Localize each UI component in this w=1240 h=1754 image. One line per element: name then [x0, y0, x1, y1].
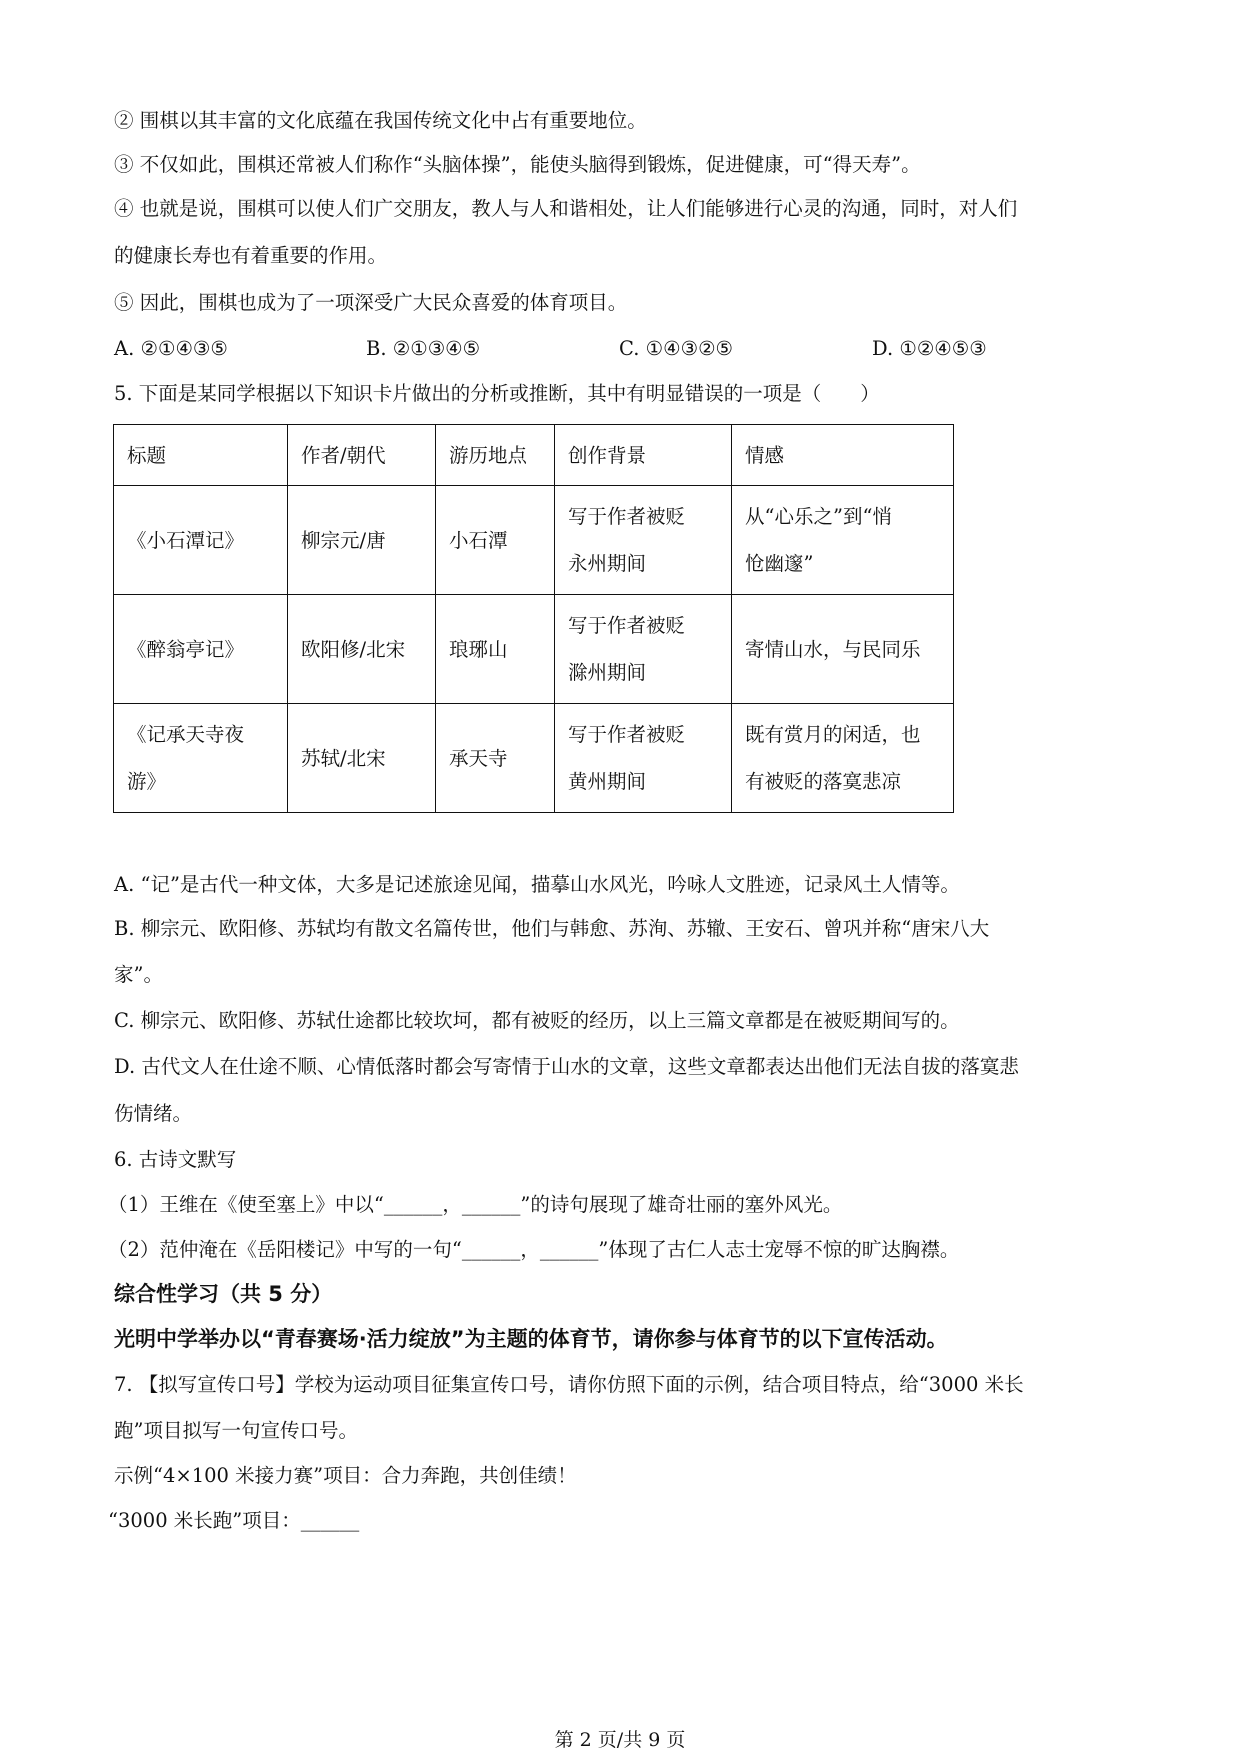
q5-option-b-cont: 家”。: [114, 963, 163, 986]
cell-line: 写于作者被贬: [568, 614, 686, 637]
table-cell: [732, 595, 954, 704]
cell-line: 《记承天寺夜: [127, 723, 245, 746]
q7-stem-cont: 跑”项目拟写一句宣传口号。: [114, 1419, 358, 1442]
q5-option-d-cont: 伤情绪。: [114, 1102, 193, 1125]
section-heading: 综合性学习（共 5 分）: [114, 1282, 333, 1306]
table-cell: [732, 704, 954, 813]
table-cell: [436, 595, 555, 704]
q4-option-c[interactable]: C. ①④③②⑤: [619, 337, 734, 360]
sentence-4: ④ 也就是说，围棋可以使人们广交朋友，教人与人和谐相处，让人们能够进行心灵的沟通，同时，对人们: [114, 197, 1018, 220]
cell-line: 承天寺: [449, 746, 508, 770]
header-cell: 游历地点: [436, 425, 555, 486]
table-row: [114, 486, 954, 595]
cell-line: 琅琊山: [449, 637, 508, 661]
cell-line: 有被贬的落寞悲凉: [745, 770, 902, 793]
cell-line: 既有赏月的闲适，也: [745, 723, 921, 746]
table-cell: [555, 704, 732, 813]
cell-line: 《醉翁亭记》: [127, 637, 245, 661]
table-cell: [732, 486, 954, 595]
sentence-4-cont: 的健康长寿也有着重要的作用。: [114, 244, 388, 267]
cell-line: 滁州期间: [568, 661, 647, 684]
cell-line: 写于作者被贬: [568, 505, 686, 528]
table-header-row: [114, 425, 954, 486]
sentence-2: ② 围棋以其丰富的文化底蕴在我国传统文化中占有重要地位。: [114, 109, 647, 132]
table-cell: [114, 595, 288, 704]
table-cell: [436, 486, 555, 595]
cell-line: 苏轼/北宋: [301, 746, 386, 770]
cell-line: 从“心乐之”到“悄: [745, 505, 892, 528]
table-cell: [288, 595, 436, 704]
q6-item-2: （2）范仲淹在《岳阳楼记》中写的一句“______，______”体现了古仁人志士宠辱不惊的旷达胸襟。: [108, 1238, 960, 1261]
q7-stem: 7. 【拟写宣传口号】学校为运动项目征集宣传口号，请你仿照下面的示例，结合项目特点，给“3000 米长: [114, 1373, 1024, 1396]
cell-line: 游》: [127, 770, 167, 793]
q4-option-b[interactable]: B. ②①③④⑤: [366, 337, 481, 360]
table-row: [114, 704, 954, 813]
cell-line: 柳宗元/唐: [301, 528, 386, 552]
header-cell: 作者/朝代: [288, 425, 436, 486]
q5-option-c[interactable]: C. 柳宗元、欧阳修、苏轼仕途都比较坎坷，都有被贬的经历，以上三篇文章都是在被贬期间写的。: [114, 1009, 960, 1032]
cell-line: 写于作者被贬: [568, 723, 686, 746]
table-row: [114, 595, 954, 704]
q4-option-d[interactable]: D. ①②④⑤③: [872, 337, 987, 360]
sentence-5: ⑤ 因此，围棋也成为了一项深受广大民众喜爱的体育项目。: [114, 291, 628, 314]
cell-line: 寄情山水，与民同乐: [745, 637, 921, 661]
table-cell: [436, 704, 555, 813]
q4-option-a[interactable]: A. ②①④③⑤: [114, 337, 228, 360]
cell-line: 怆幽邃”: [745, 552, 814, 575]
cell-line: 小石潭: [449, 528, 508, 552]
cell-line: 欧阳修/北宋: [301, 637, 406, 661]
q7-example: 示例“4×100 米接力赛”项目：合力奔跑，共创佳绩！: [114, 1464, 577, 1487]
table-cell: [114, 704, 288, 813]
table-cell: [288, 486, 436, 595]
q5-stem: 5. 下面是某同学根据以下知识卡片做出的分析或推断，其中有明显错误的一项是（ ）: [114, 382, 880, 405]
q6-item-1: （1）王维在《使至塞上》中以“______，______”的诗句展现了雄奇壮丽的塞外风光。: [108, 1193, 843, 1216]
header-cell: 情感: [732, 425, 954, 486]
table-cell: [555, 595, 732, 704]
table-cell: [288, 704, 436, 813]
table-cell: [114, 486, 288, 595]
header-cell: 标题: [114, 425, 288, 486]
q4-options: [114, 337, 1034, 363]
cell-line: 永州期间: [568, 552, 647, 575]
q5-option-b[interactable]: B. 柳宗元、欧阳修、苏轼均有散文名篇传世，他们与韩愈、苏洵、苏辙、王安石、曾巩并称“唐宋八大: [114, 917, 990, 940]
section-intro: 光明中学举办以“青春赛场·活力绽放”为主题的体育节，请你参与体育节的以下宣传活动。: [114, 1327, 948, 1351]
knowledge-card-table: [113, 424, 954, 813]
table-cell: [555, 486, 732, 595]
q6-title: 6. 古诗文默写: [114, 1148, 237, 1171]
header-cell: 创作背景: [555, 425, 732, 486]
q5-option-a[interactable]: A. “记”是古代一种文体，大多是记述旅途见闻，描摹山水风光，吟咏人文胜迹，记录风土人情等。: [114, 873, 960, 896]
q7-answer-line: “3000 米长跑”项目：______: [108, 1509, 360, 1532]
sentence-3: ③ 不仅如此，围棋还常被人们称作“头脑体操”，能使头脑得到锻炼，促进健康，可“得天寿”。: [114, 153, 921, 176]
cell-line: 《小石潭记》: [127, 528, 245, 552]
q5-option-d[interactable]: D. 古代文人在仕途不顺、心情低落时都会写寄情于山水的文章，这些文章都表达出他们无法自拔的落寞悲: [114, 1055, 1019, 1078]
cell-line: 黄州期间: [568, 770, 647, 793]
page-footer: 第 2 页/共 9 页: [554, 1729, 686, 1751]
